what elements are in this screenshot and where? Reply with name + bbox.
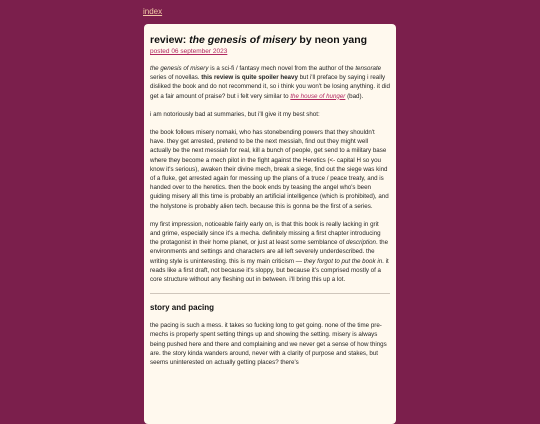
index-link[interactable]: index <box>143 7 163 16</box>
post-title: review: the genesis of misery by neon yang <box>150 34 368 46</box>
post-date-link[interactable]: posted 06 september 2023 <box>150 48 228 55</box>
section-divider <box>150 293 390 294</box>
pacing-paragraph: the pacing is such a mess. it takes so fucking long to get going. none of the time pre-mechs is properly spent setting things up and showing the setting. misery is always being pushed here and there and complaining and we never get a sense of how things are. the story kinda wanders around, never with a clarity of purpose and stakes, but seems uninterested on actually getting places? there's <box>150 322 387 367</box>
summary-paragraph: the book follows misery nomaki, who has stonebending powers that they shouldn't have. they get arrested, pretend to be the next messiah, find out they might well actually be the next messiah for real, kill a bunch of people, get send to a military base where they become a mech pilot in the fight against the Heretics (<- capital H so you know it's serious), awaken their divine mech, break a siege, find out the siege was kind of a fluke, get arrested again for messing up the plans of a truce / peace treaty, and is handed over to the heretics. then the book ends by teasing the angel who's been guiding misery all this time is probably an artificial intelligence (which is prohibited), and the holystone is probably alien tech. because this is gonna be the first of a series. <box>150 129 389 210</box>
first-impression-paragraph: my first impression, noticeable fairly early on, is that this book is really lacking in grit and grime, especially since it's a mecha. definitely missing a first chapter introducing the protagonist in their home planet, or just at least some semblance of description. the environments and settings and characters are all left severely underdescribed. the writing style is uninteresting. this is my main criticism — they forgot to put the book in. it reads like a first draft, not because it's sloppy, but because it's comprised mostly of a core structure without any fleshing out in between. i'll bring this up a lot. <box>150 220 389 284</box>
house-of-hunger-link[interactable]: the house of hunger <box>290 92 346 100</box>
book-title: the genesis of misery <box>189 34 297 46</box>
post-card <box>144 24 396 424</box>
section-heading-story-pacing: story and pacing <box>150 303 215 313</box>
intro-paragraph: the genesis of misery is a sci-fi / fantasy mech novel from the author of the tensorate series of novellas. this review is quite spoiler heavy but i'll preface by saying i really disliked the book and do not recommend it, so i think you won't be losing anything. it did get a fair amount of praise? but i felt very similar to the house of hunger (bad). <box>150 65 390 100</box>
spoiler-warning: this review is quite spoiler heavy <box>201 74 298 82</box>
summary-lead-paragraph: i am notoriously bad at summaries, but i'll give it my best shot: <box>150 110 320 118</box>
